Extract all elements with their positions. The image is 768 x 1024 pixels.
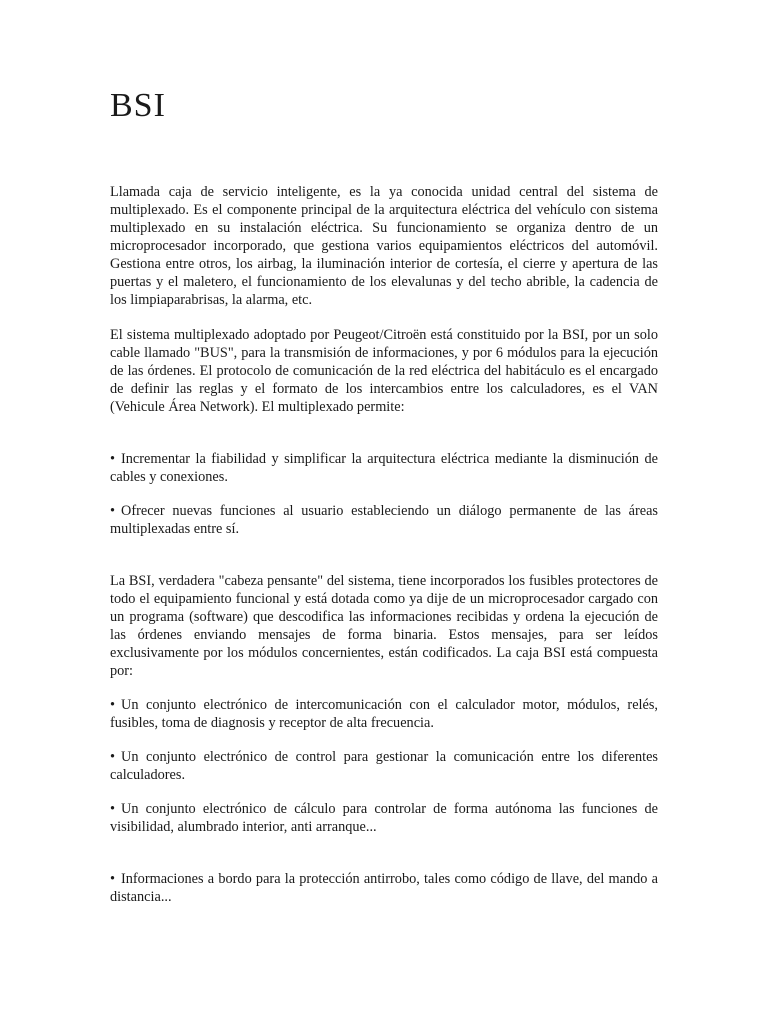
bullet-text: Un conjunto electrónico de cálculo para controlar de forma autónoma las funciones de visibilidad, alumbrado interior, anti arranque... <box>110 801 658 835</box>
page-title: BSI <box>110 87 166 124</box>
bullet-icon: • <box>110 503 116 519</box>
bullet-icon: • <box>110 749 116 765</box>
bullet-item-calculation <box>110 800 658 836</box>
bullet-text: Ofrecer nuevas funciones al usuario estableciendo un diálogo permanente de las áreas multiplexadas entre sí. <box>110 503 658 537</box>
bullet-item-antitheft <box>110 870 658 906</box>
bullet-icon: • <box>110 801 116 817</box>
bullet-item-control <box>110 748 658 784</box>
bullet-text: Incrementar la fiabilidad y simplificar la arquitectura eléctrica mediante la disminución de cables y conexiones. <box>110 451 658 485</box>
bullet-text: Un conjunto electrónico de intercomunicación con el calculador motor, módulos, relés, fusibles, toma de diagnosis y receptor de alta frecuencia. <box>110 697 658 731</box>
bullet-item-functions <box>110 502 658 538</box>
paragraph-bsi-description: La BSI, verdadera "cabeza pensante" del sistema, tiene incorporados los fusibles protectores de todo el equipamiento funcional y está dotada como ya dije de un microprocesador cargado con un programa (software) que descodifica las informaciones recibidas y ordena la ejecución de las órdenes enviando mensajes de forma binaria. Estos mensajes, para ser leídos exclusivamente por los módulos concernientes, están codificados. La caja BSI está compuesta por: <box>110 573 658 679</box>
bullet-item-intercommunication <box>110 696 658 732</box>
bullet-text: Informaciones a bordo para la protección antirrobo, tales como código de llave, del mando a distancia... <box>110 871 658 905</box>
bullet-icon: • <box>110 697 116 713</box>
bullet-icon: • <box>110 451 116 467</box>
bullet-icon: • <box>110 871 116 887</box>
bullet-item-reliability <box>110 450 658 486</box>
document-page <box>110 80 658 906</box>
paragraph-intro: Llamada caja de servicio inteligente, es la ya conocida unidad central del sistema de multiplexado. Es el componente principal de la arquitectura eléctrica del vehículo con sistema multiplexado en su instalación eléctrica. Su funcionamiento se organiza dentro de un microprocesador incorporado, que gestiona varios equipamientos eléctricos del automóvil. Gestiona entre otros, los airbag, la iluminación interior de cortesía, el cierre y apertura de las puertas y el maletero, el funcionamiento de los elevalunas y del techo abrible, la cadencia de los limpiaparabrisas, la alarma, etc. <box>110 184 658 308</box>
bullet-text: Un conjunto electrónico de control para gestionar la comunicación entre los diferentes calculadores. <box>110 749 658 783</box>
paragraph-multiplex: El sistema multiplexado adoptado por Peugeot/Citroën está constituido por la BSI, por un solo cable llamado "BUS", para la transmisión de informaciones, y por 6 módulos para la ejecución de las órdenes. El protocolo de comunicación de la red eléctrica del habitáculo es el encargado de definir las reglas y el formato de los intercambios entre los calculadores, es el VAN (Vehicule Área Network). El multiplexado permite: <box>110 327 658 415</box>
